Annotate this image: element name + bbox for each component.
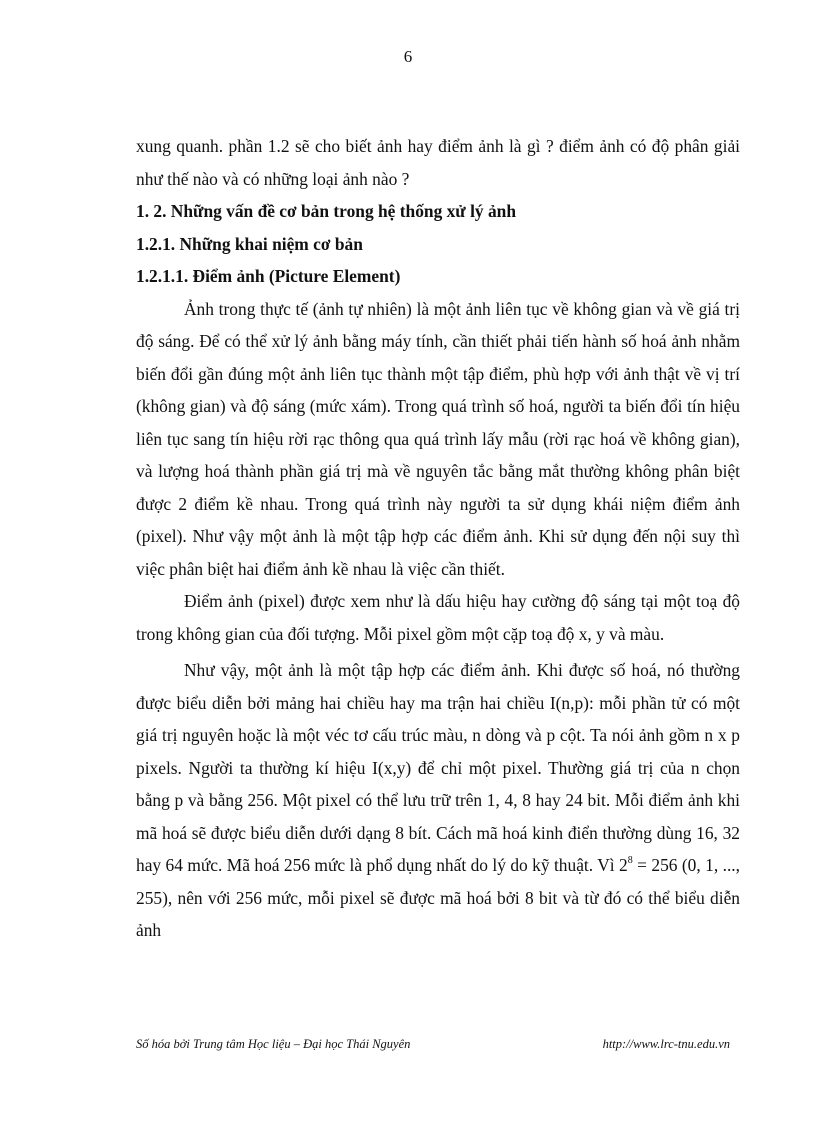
exponent: 8 [627,855,633,866]
paragraph-pixel-encoding [136,654,740,947]
subsubsection-heading: 1.2.1.1. Điểm ảnh (Picture Element) [136,266,401,286]
subsection-heading: 1.2.1. Những khai niệm cơ bản [136,233,363,254]
encoding-text-end: = 256 (0, 1, ..., 255), nên với 256 mức, mỗi pixel sẽ được mã hoá bởi 8 bit và từ đó có thể biểu diễn ảnh [136,855,740,940]
footer-source: Số hóa bởi Trung tâm Học liệu – Đại học Thái Nguyên [136,1037,411,1051]
intro-paragraph: xung quanh. phần 1.2 sẽ cho biết ảnh hay điểm ảnh là gì ? điểm ảnh có độ phân giải như thế nào và có những loại ảnh nào ? [136,136,740,189]
page-body [136,130,740,947]
paragraph-pixel-definition: Điểm ảnh (pixel) được xem như là dấu hiệu hay cường độ sáng tại một toạ độ trong không gian của đối tượng. Mỗi pixel gồm một cặp toạ độ x, y và màu. [136,591,740,644]
section-heading: 1. 2. Những vấn đề cơ bản trong hệ thống xử lý ảnh [136,201,517,221]
footer-url: http://www.lrc-tnu.edu.vn [602,1037,730,1051]
page-number: 6 [403,47,413,66]
paragraph-digitization: Ảnh trong thực tế (ảnh tự nhiên) là một ảnh liên tục về không gian và về giá trị độ sáng. Để có thể xử lý ảnh bằng máy tính, cần thiết phải tiến hành số hoá ảnh nhằm biến đổi gần đúng một ảnh liên tục thành một tập điểm, phù hợp với ảnh thật về vị trí (không gian) và độ sáng (mức xám). Trong quá trình số hoá, người ta biến đổi tín hiệu liên tục sang tín hiệu rời rạc thông qua quá trình lấy mẫu (rời rạc hoá về không gian), và lượng hoá thành phần giá trị mà về nguyên tắc bằng mắt thường không phân biệt được 2 điểm kề nhau. Trong quá trình này người ta sử dụng khái niệm điểm ảnh (pixel). Như vậy một ảnh là một tập hợp các điểm ảnh. Khi sử dụng đến nội suy thì việc phân biệt hai điểm ảnh kề nhau là việc cần thiết. [136,298,740,579]
encoding-text-start: Như vậy, một ảnh là một tập hợp các điểm ảnh. Khi được số hoá, nó thường được biểu diễn bởi mảng hai chiều hay ma trận hai chiều I(n,p): mỗi phần tử có một giá trị nguyên hoặc là một véc tơ cấu trúc màu, n dòng và p cột. Ta nói ảnh gồm n x p pixels. Người ta thường kí hiệu I(x,y) để chỉ một pixel. Thường giá trị của n chọn bằng p và bằng 256. Một pixel có thể lưu trữ trên 1, 4, 8 hay 24 bit. Mỗi điểm ảnh khi mã hoá sẽ được biểu diễn dưới dạng 8 bít. Cách mã hoá kinh điển thường dùng 16, 32 hay 64 mức. Mã hoá 256 mức là phổ dụng nhất do lý do kỹ thuật. Vì 2 [136,660,740,875]
